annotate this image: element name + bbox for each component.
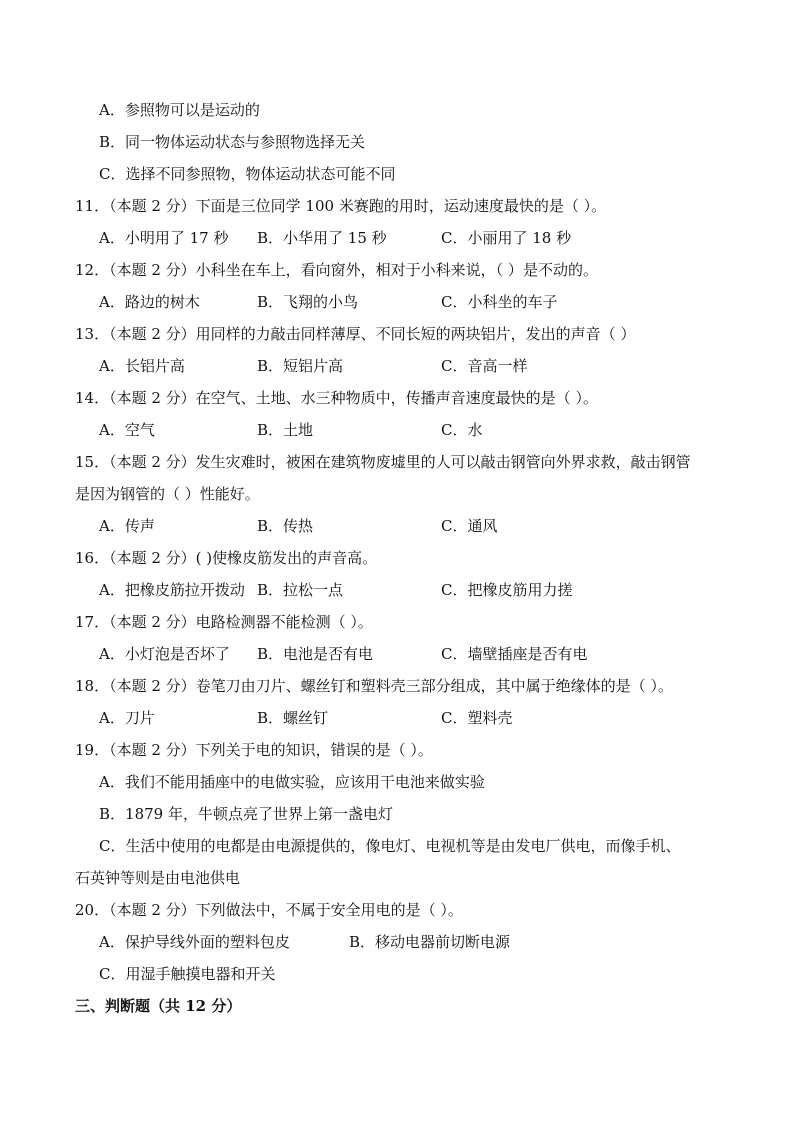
q14-options <box>99 420 699 440</box>
q11-options <box>99 228 699 248</box>
q18-stem: 18．（本题 2 分）卷笔刀由刀片、螺丝钉和塑料壳三部分组成，其中属于绝缘体的是（ ）。 <box>75 677 673 695</box>
q14-option-a: A．空气 <box>99 421 155 439</box>
q15-stem-continued: 是因为钢管的（ ）性能好。 <box>75 485 260 503</box>
q20-option-c: C．用湿手触摸电器和开关 <box>99 965 276 983</box>
q13-stem: 13．（本题 2 分）用同样的力敲击同样薄厚、不同长短的两块铝片，发出的声音（ ） <box>75 325 636 343</box>
q16-option-a: A．把橡皮筋拉开拨动 <box>99 581 245 599</box>
q19-option-c: C．生活中使用的电都是由电源提供的，像电灯、电视机等是由发电厂供电，而像手机、 <box>99 837 681 855</box>
q18-option-c: C．塑料壳 <box>441 709 513 727</box>
q14-stem: 14．（本题 2 分）在空气、土地、水三种物质中，传播声音速度最快的是（ ）。 <box>75 389 598 407</box>
q12-stem: 12．（本题 2 分）小科坐在车上，看向窗外，相对于小科来说，（ ）是不动的。 <box>75 261 598 279</box>
q20-stem: 20．（本题 2 分）下列做法中，不属于安全用电的是（ ）。 <box>75 901 463 919</box>
q17-stem: 17．（本题 2 分）电路检测器不能检测（ ）。 <box>75 613 373 631</box>
q18-option-b: B．螺丝钉 <box>257 709 329 727</box>
q11-option-a: A．小明用了 17 秒 <box>99 229 229 247</box>
q15-option-b: B．传热 <box>257 517 314 535</box>
q11-option-b: B．小华用了 15 秒 <box>257 229 387 247</box>
q19-stem: 19．（本题 2 分）下列关于电的知识，错误的是（ ）。 <box>75 741 433 759</box>
q19-option-b: B．1879 年，牛顿点亮了世界上第一盏电灯 <box>99 805 393 823</box>
q13-option-c: C．音高一样 <box>441 357 528 375</box>
q18-options <box>99 708 699 728</box>
q10-option-c: C．选择不同参照物，物体运动状态可能不同 <box>99 165 396 183</box>
q12-option-a: A．路边的树木 <box>99 293 200 311</box>
q18-option-a: A．刀片 <box>99 709 155 727</box>
q12-options <box>99 292 699 312</box>
q13-option-a: A．长铝片高 <box>99 357 185 375</box>
q19-option-a: A．我们不能用插座中的电做实验，应该用干电池来做实验 <box>99 773 485 791</box>
q20-options-row1 <box>99 932 699 952</box>
q20-option-a: A．保护导线外面的塑料包皮 <box>99 933 290 951</box>
q12-option-b: B．飞翔的小鸟 <box>257 293 359 311</box>
q11-option-c: C．小丽用了 18 秒 <box>441 229 572 247</box>
q17-option-b: B．电池是否有电 <box>257 645 374 663</box>
q13-options <box>99 356 699 376</box>
q19-option-c-continued: 石英钟等则是由电池供电 <box>75 869 241 887</box>
q12-option-c: C．小科坐的车子 <box>441 293 558 311</box>
q15-options <box>99 516 699 536</box>
q13-option-b: B．短铝片高 <box>257 357 344 375</box>
q15-stem: 15．（本题 2 分）发生灾难时，被困在建筑物废墟里的人可以敲击钢管向外界求救，敲击钢管 <box>75 453 691 471</box>
q17-options <box>99 644 699 664</box>
q14-option-b: B．土地 <box>257 421 314 439</box>
q16-stem: 16．（本题 2 分）( )使橡皮筋发出的声音高。 <box>75 549 378 567</box>
q16-option-b: B．拉松一点 <box>257 581 344 599</box>
q11-stem: 11．（本题 2 分）下面是三位同学 100 米赛跑的用时，运动速度最快的是（ ）。 <box>75 197 607 215</box>
q17-option-a: A．小灯泡是否坏了 <box>99 645 230 663</box>
q10-option-b: B．同一物体运动状态与参照物选择无关 <box>99 133 366 151</box>
q14-option-c: C．水 <box>441 421 483 439</box>
section-heading: 三、判断题（共 12 分） <box>75 997 242 1015</box>
q20-option-b: B．移动电器前切断电源 <box>349 933 511 951</box>
q16-options <box>99 580 699 600</box>
q15-option-a: A．传声 <box>99 517 155 535</box>
q16-option-c: C．把橡皮筋用力搓 <box>441 581 573 599</box>
q17-option-c: C．墙壁插座是否有电 <box>441 645 588 663</box>
q10-option-a: A．参照物可以是运动的 <box>99 101 260 119</box>
q15-option-c: C．通风 <box>441 517 498 535</box>
